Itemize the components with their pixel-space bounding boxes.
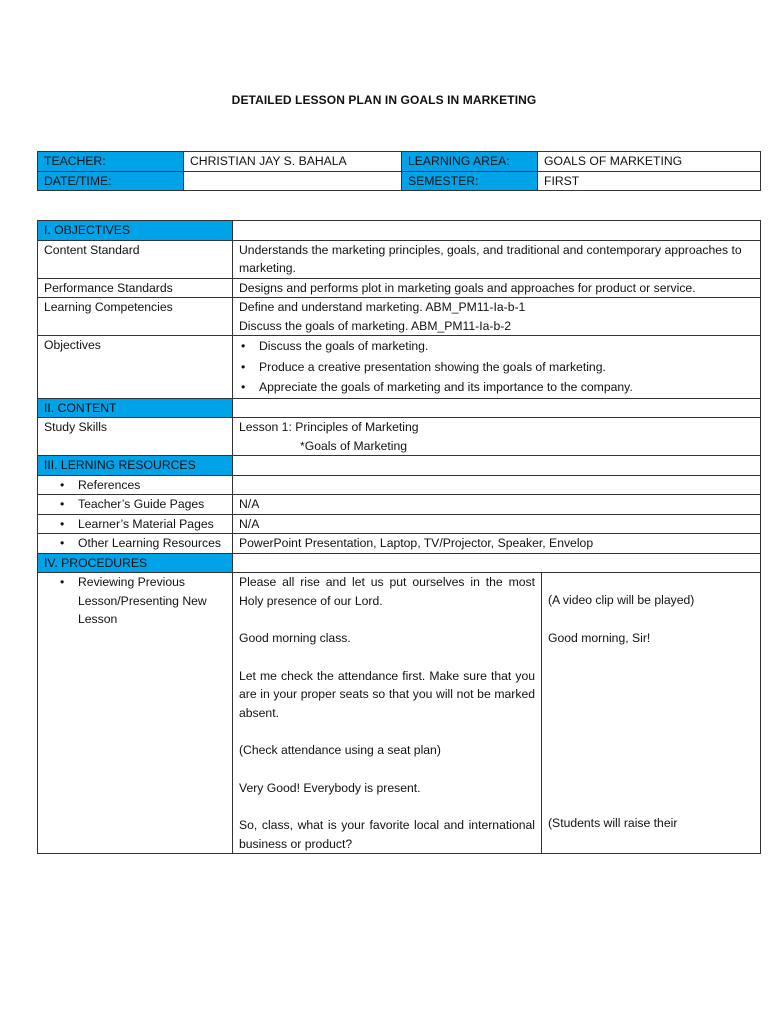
- teacher-value: CHRISTIAN JAY S. BAHALA: [184, 152, 402, 172]
- teacher-line: (Check attendance using a seat plan): [239, 743, 441, 757]
- teacher-line: Good morning class.: [239, 631, 351, 645]
- reviewing-lesson-label: • Reviewing Previous Lesson/Presenting New Lesson: [60, 573, 226, 629]
- objectives-label: Objectives: [38, 336, 233, 399]
- learning-competencies-label: Learning Competencies: [38, 298, 233, 336]
- resources-heading: III. LERNING RESOURCES: [38, 456, 233, 476]
- learning-area-value: GOALS OF MARKETING: [538, 152, 761, 172]
- performance-standards-value: Designs and performs plot in marketing goals and approaches for product or service.: [233, 278, 761, 298]
- teacher-line: Let me check the attendance first. Make sure that you are in your proper seats so that you will not be marked absent.: [239, 668, 535, 720]
- content-standard-label: Content Standard: [38, 240, 233, 278]
- teachers-guide-label: • Teacher’s Guide Pages: [60, 495, 226, 514]
- teacher-line: So, class, what is your favorite local and international business or product?: [239, 818, 535, 851]
- student-line: Good morning, Sir!: [548, 630, 651, 645]
- lesson-title: Lesson 1: Principles of Marketing: [239, 420, 419, 434]
- competency-2: Discuss the goals of marketing. ABM_PM11-Ia-b-2: [239, 318, 512, 333]
- objectives-heading: I. OBJECTIVES: [38, 221, 233, 241]
- content-standard-value: Understands the marketing principles, goals, and traditional and contemporary approaches to marketing.: [233, 240, 761, 278]
- teacher-label: TEACHER:: [38, 152, 184, 172]
- list-item: • Discuss the goals of marketing.: [241, 336, 754, 357]
- study-skills-label: Study Skills: [38, 418, 233, 456]
- procedures-heading: IV. PROCEDURES: [38, 553, 233, 573]
- document-title: DETAILED LESSON PLAN IN GOALS IN MARKETING: [231, 93, 537, 107]
- header-table: [37, 151, 761, 191]
- student-line: (A video clip will be played): [548, 593, 695, 607]
- date-time-value: [184, 171, 402, 191]
- student-line: (Students will raise their: [548, 816, 678, 830]
- content-heading: II. CONTENT: [38, 398, 233, 418]
- teacher-line: Very Good! Everybody is present.: [239, 780, 421, 795]
- learners-material-value: N/A: [233, 514, 761, 534]
- learning-area-label: LEARNING AREA:: [402, 152, 538, 172]
- references-label: • References: [60, 476, 226, 495]
- lesson-plan-table: [37, 220, 761, 854]
- lesson-subtopic: *Goals of Marketing: [300, 438, 408, 453]
- objectives-list: [239, 336, 754, 398]
- semester-label: SEMESTER:: [402, 171, 538, 191]
- list-item: • Appreciate the goals of marketing and its importance to the company.: [241, 377, 754, 398]
- competency-1: Define and understand marketing. ABM_PM11-Ia-b-1: [239, 300, 526, 314]
- list-item: • Produce a creative presentation showing the goals of marketing.: [241, 357, 754, 378]
- teachers-guide-value: N/A: [233, 495, 761, 515]
- performance-standards-label: Performance Standards: [38, 278, 233, 298]
- learners-material-label: • Learner’s Material Pages: [60, 515, 226, 534]
- student-responses: [542, 573, 760, 853]
- semester-value: FIRST: [538, 171, 761, 191]
- teacher-line: Please all rise and let us put ourselves in the most Holy presence of our Lord.: [239, 575, 535, 608]
- date-time-label: DATE/TIME:: [38, 171, 184, 191]
- other-resources-value: PowerPoint Presentation, Laptop, TV/Projector, Speaker, Envelop: [233, 534, 761, 554]
- other-resources-label: • Other Learning Resources: [60, 534, 226, 553]
- teacher-script: [233, 573, 542, 853]
